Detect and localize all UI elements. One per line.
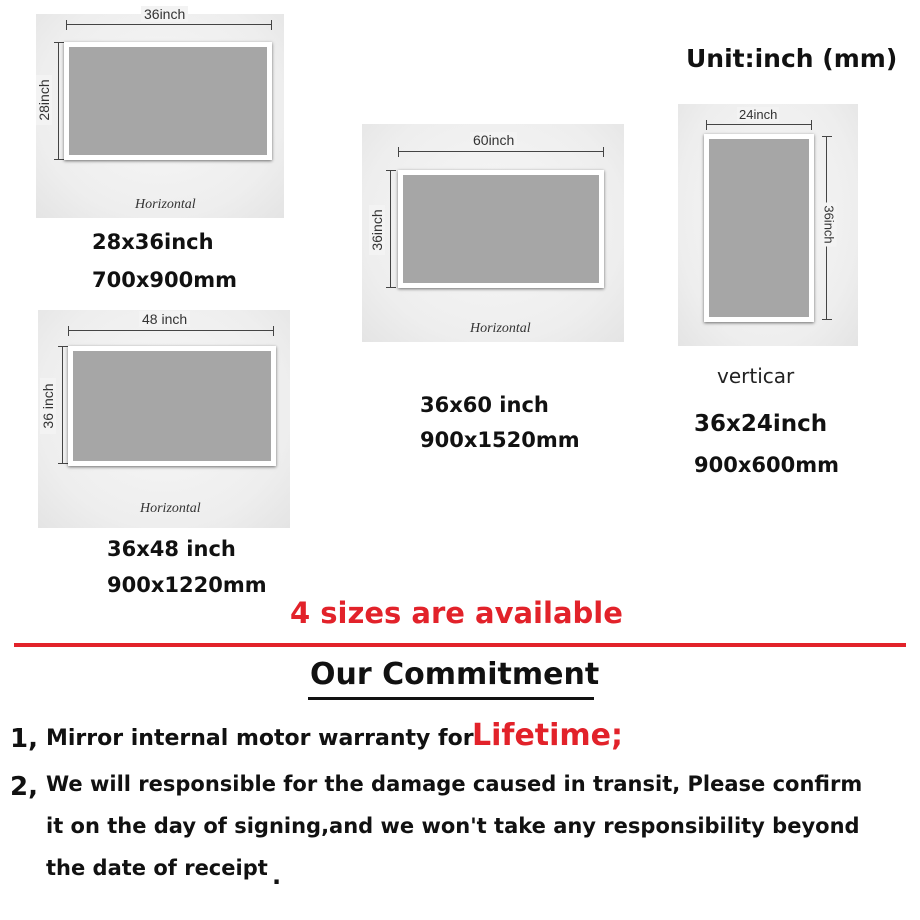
mirror-illustration xyxy=(704,134,814,322)
commitment-title: Our Commitment xyxy=(310,657,600,692)
size-inch: 28x36inch xyxy=(92,230,214,254)
size-mm: 700x900mm xyxy=(92,268,237,292)
commitment-item-2-line-1: We will responsible for the damage caused in transit, Please confirm xyxy=(46,772,863,796)
orientation-caption: Horizontal xyxy=(470,321,531,336)
commitment-item-1-text: Mirror internal motor warranty for xyxy=(46,726,474,751)
commitment-item-1-number: 1, xyxy=(10,724,38,754)
width-dimension-label: 24inch xyxy=(739,107,778,122)
commitment-title-underline xyxy=(308,697,594,700)
height-dimension-label: 36 inch xyxy=(40,378,56,434)
width-dimension-label: 48 inch xyxy=(139,311,190,327)
unit-label: Unit:inch (mm) xyxy=(686,44,898,73)
height-dimension-line xyxy=(390,170,391,288)
sizes-available-note: 4 sizes are available xyxy=(290,596,623,630)
commitment-item-2-end-mark: . xyxy=(272,862,282,890)
mirror-illustration xyxy=(398,170,604,288)
commitment-item-2-line-2: it on the day of signing,and we won't take any responsibility beyond xyxy=(46,814,860,838)
height-dimension-label: 36inch xyxy=(369,205,385,255)
width-dimension-label: 60inch xyxy=(470,132,517,148)
commitment-item-2-line-3: the date of receipt xyxy=(46,856,268,880)
height-dimension-line xyxy=(58,42,59,160)
size-inch: 36x60 inch xyxy=(420,393,549,417)
orientation-caption: Horizontal xyxy=(135,197,196,212)
size-mm: 900x600mm xyxy=(694,453,839,477)
height-dimension-label: 28inch xyxy=(36,75,52,125)
width-dimension-line xyxy=(68,330,274,331)
size-mm: 900x1220mm xyxy=(107,573,267,597)
height-dimension-line xyxy=(62,346,63,464)
size-inch: 36x24inch xyxy=(694,411,828,437)
width-dimension-line xyxy=(398,151,604,152)
orientation-caption: verticar xyxy=(717,364,795,388)
width-dimension-line xyxy=(66,24,272,25)
commitment-item-2-number: 2, xyxy=(10,772,38,802)
width-dimension-line xyxy=(706,124,812,125)
width-dimension-label: 36inch xyxy=(141,6,188,22)
mirror-illustration xyxy=(68,346,276,466)
size-mm: 900x1520mm xyxy=(420,428,580,452)
orientation-caption: Horizontal xyxy=(140,501,201,516)
size-inch: 36x48 inch xyxy=(107,537,236,561)
height-dimension-label: 36inch xyxy=(822,203,837,247)
mirror-illustration xyxy=(64,42,272,160)
red-divider xyxy=(14,643,906,647)
commitment-item-1-highlight: Lifetime; xyxy=(472,718,624,753)
